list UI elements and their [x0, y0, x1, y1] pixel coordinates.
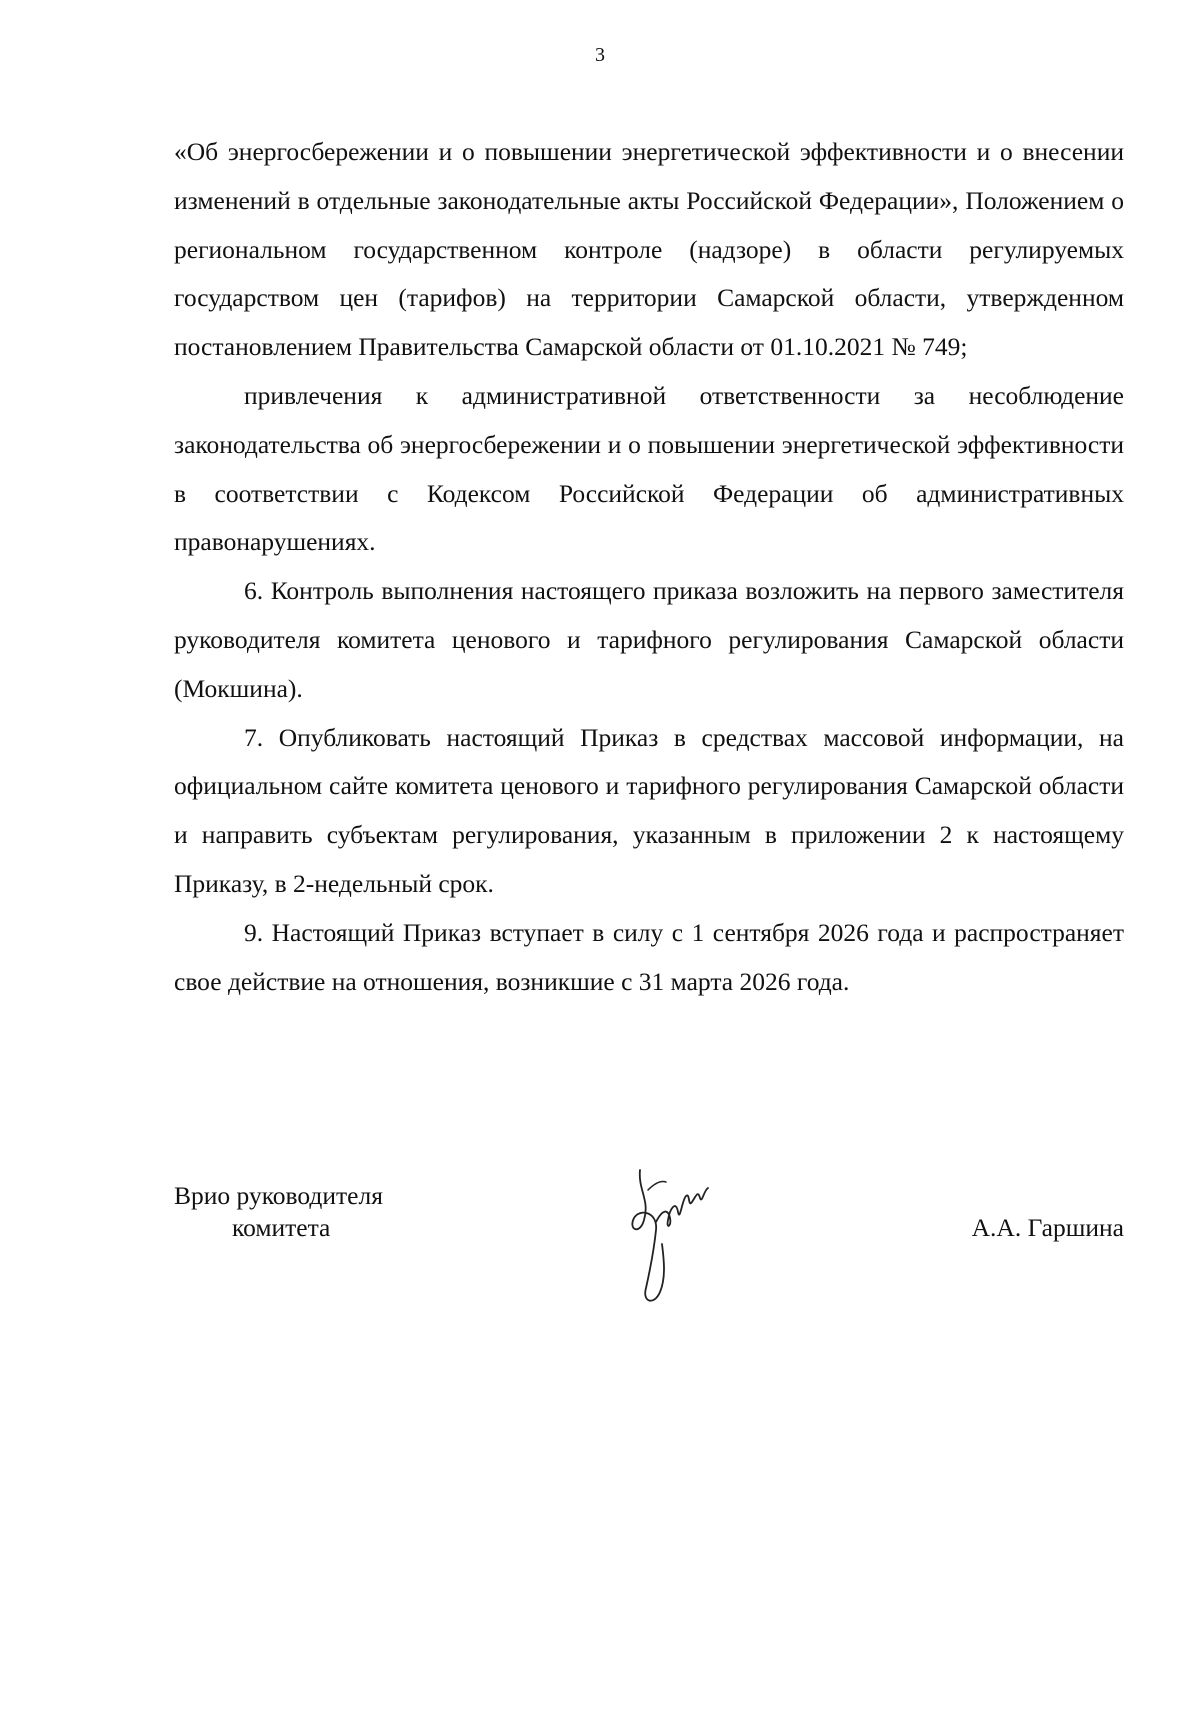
paragraph-item-9: 9. Настоящий Приказ вступает в силу с 1 сентября 2026 года и распространяет свое действие на отношения, возникшие с 31 марта 2026 года.	[174, 917, 1124, 996]
signer-title-line2: комитета	[232, 1213, 331, 1242]
document-body	[174, 128, 1124, 1006]
signer-title	[174, 1180, 383, 1244]
paragraph-item-7: 7. Опубликовать настоящий Приказ в средствах массовой информации, на официальном сайте комитета ценового и тарифного регулирования Самарской области и направить субъектам регулирования, указанным в приложении 2 к настоящему Приказу, в 2-недельный срок.	[174, 722, 1124, 898]
signer-title-line1: Врио руководителя	[174, 1181, 383, 1210]
paragraph-liability: привлечения к административной ответственности за несоблюдение законодательства об энергосбережении и о повышении энергетической эффективности в соответствии с Кодексом Российской Федерации об административных правонарушениях.	[174, 380, 1124, 557]
signer-name: А.А. Гаршина	[971, 1213, 1124, 1242]
signature-block	[0, 1160, 1200, 1310]
page-number: 3	[595, 44, 605, 66]
paragraph-item-6: 6. Контроль выполнения настоящего приказа возложить на первого заместителя руководителя комитета ценового и тарифного регулирования Самарской области (Мокшина).	[174, 576, 1124, 703]
paragraph-continuation: «Об энергосбережении и о повышении энергетической эффективности и о внесении изменений в отдельные законодательные акты Российской Федерации», Положением о региональном государственном контроле (надзоре) в области регулируемых государством цен (тарифов) на территории Самарской области, утвержденном постановлением Правительства Самарской области от 01.10.2021 № 749;	[174, 137, 1124, 362]
handwritten-signature	[620, 1160, 730, 1310]
